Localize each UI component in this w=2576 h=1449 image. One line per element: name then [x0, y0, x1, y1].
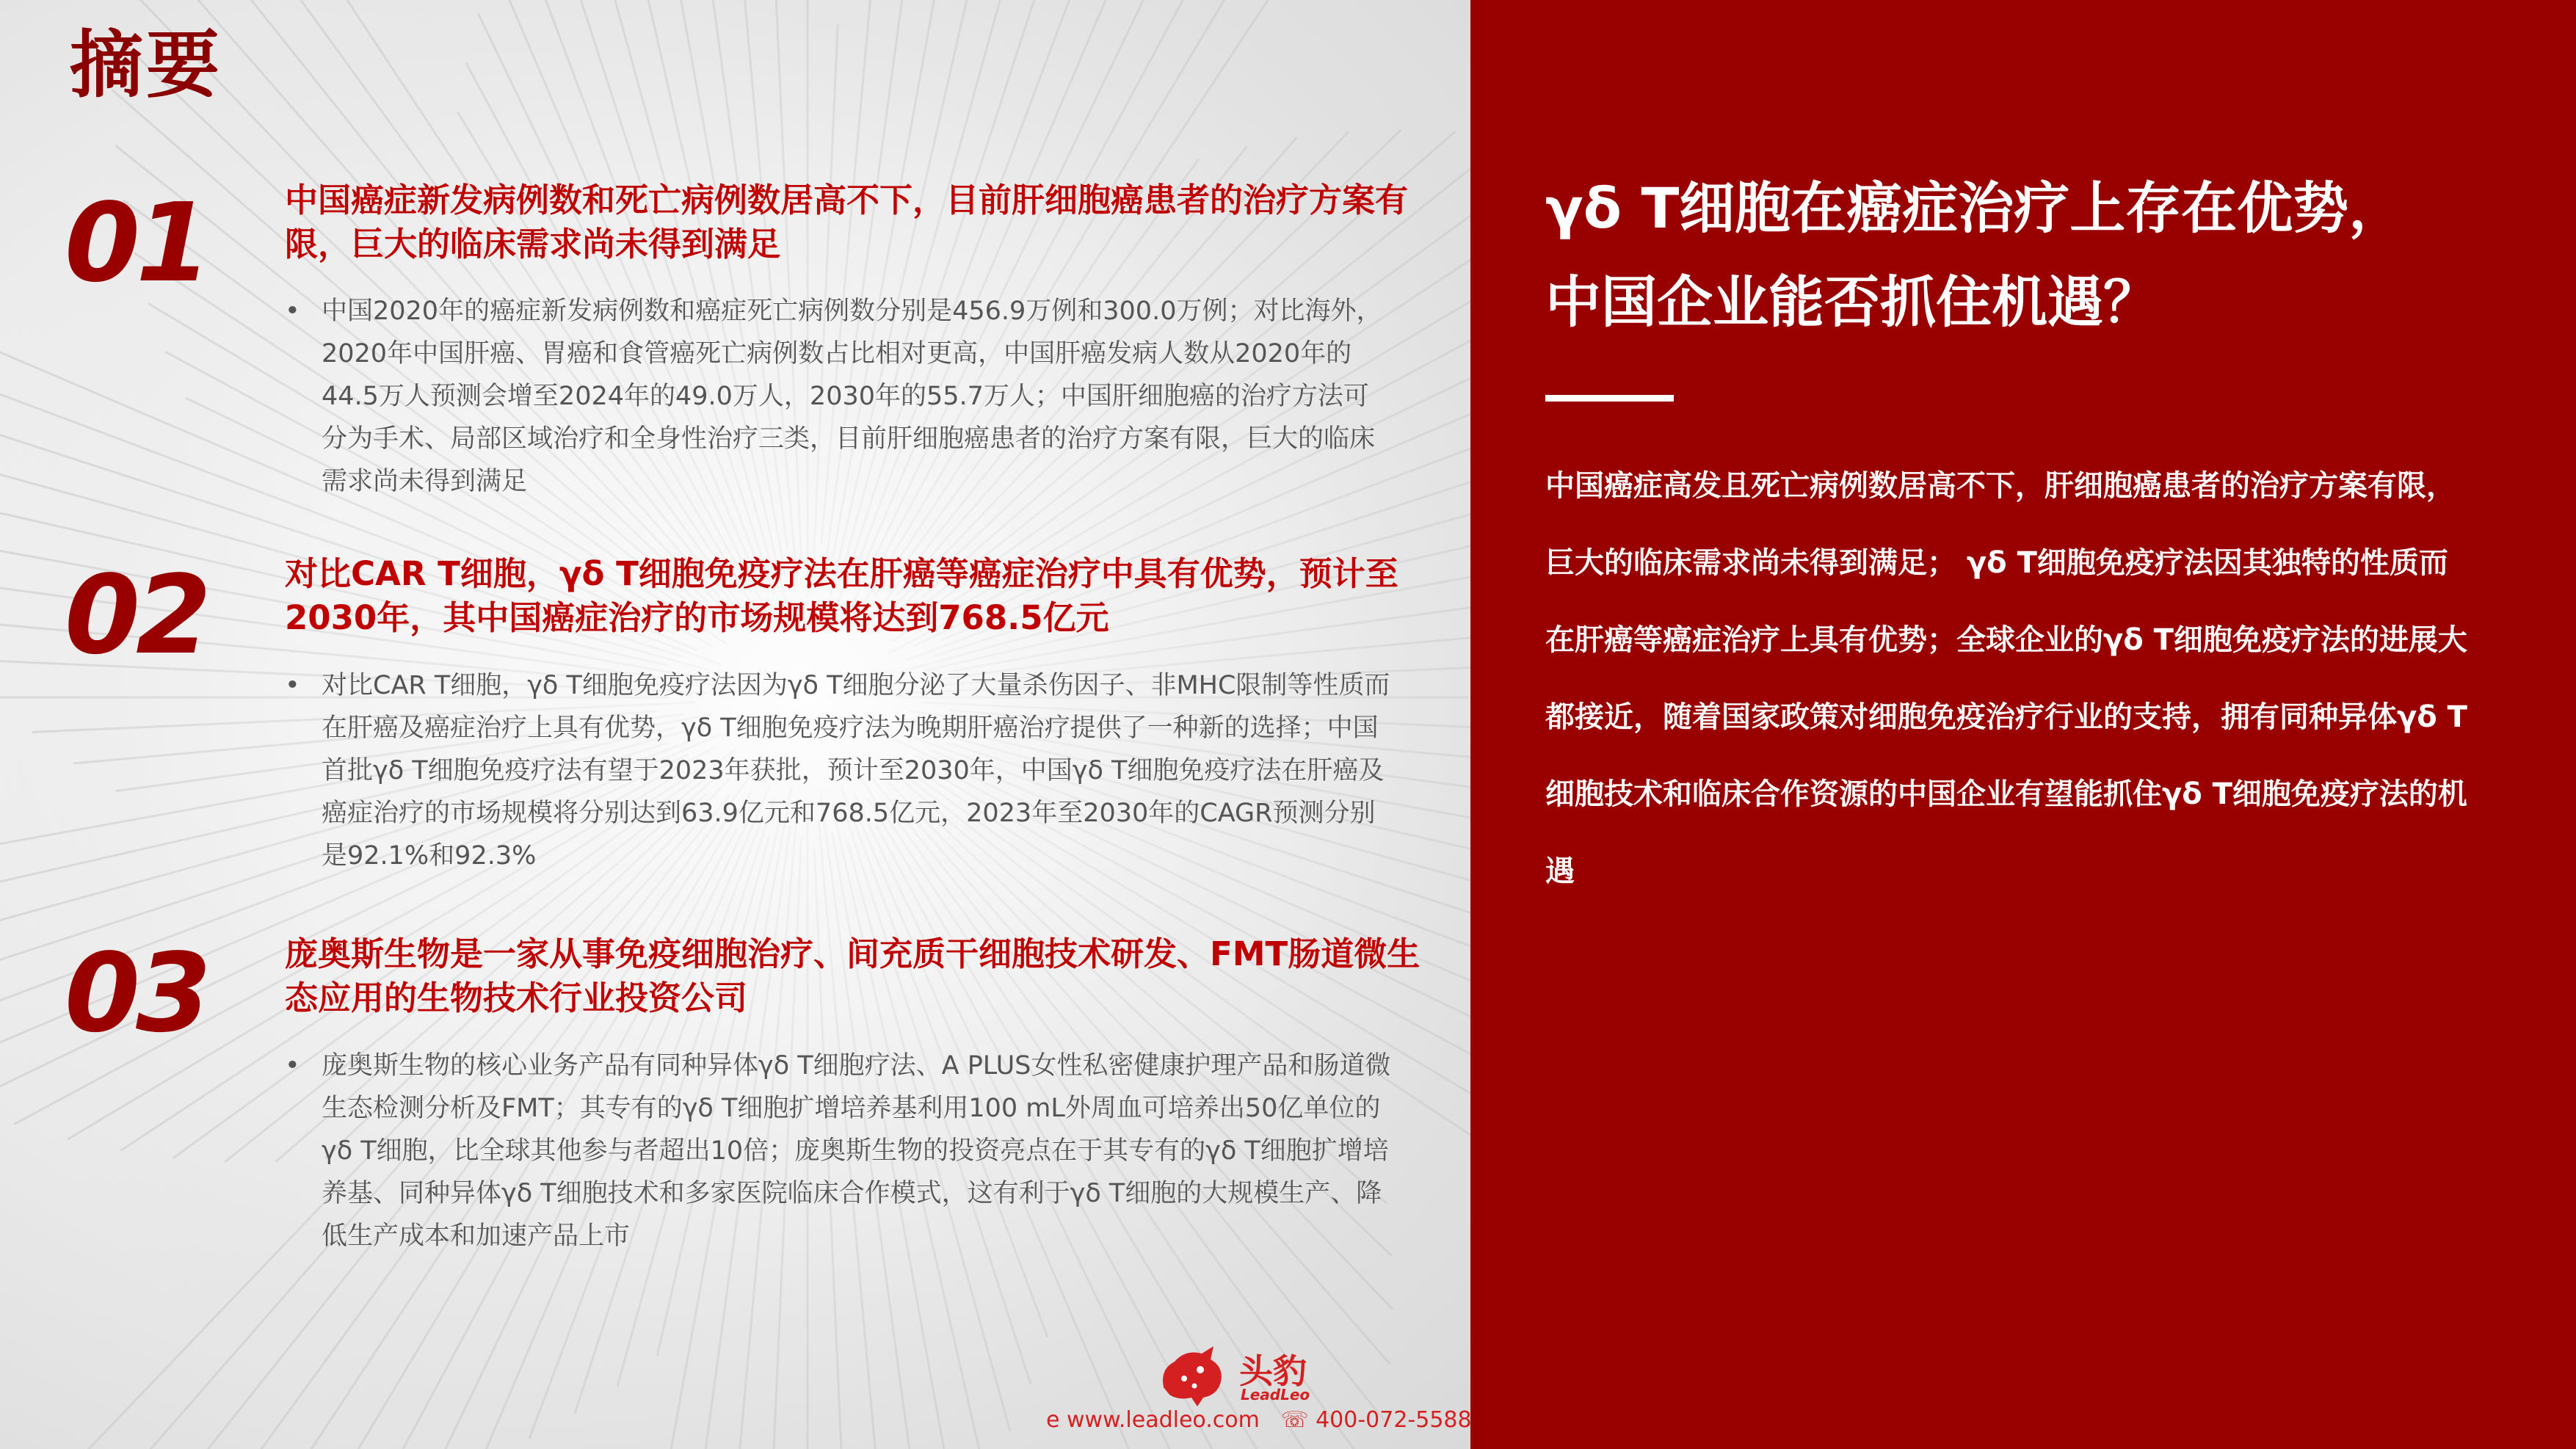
bullet-marker: •: [285, 671, 300, 700]
logo-wordmark: 头豹: [1239, 1351, 1307, 1391]
phone-icon: ☏: [1281, 1407, 1309, 1433]
footer-phone: [1281, 1407, 1472, 1433]
section-number: 03: [65, 930, 207, 1056]
section-body-text: 中国2020年的癌症新发病例数和癌症死亡病例数分别是456.9万例和300.0万例；对比海外，2020年中国肝癌、胃癌和食管癌死亡病例数占比相对更高，中国肝癌发病人数从2020年的44.5万人预测会增至2024年的49.0万人，2030年的55.7万人；中国肝细胞癌的治疗方法可分为手术、局部区域治疗和全身性治疗三类，目前肝细胞癌患者的治疗方案有限，巨大的临床需求尚未得到满足: [322, 297, 1382, 496]
phone-number: 400-072-5588: [1316, 1407, 1472, 1433]
page-title: 摘要: [70, 22, 222, 108]
section-body-text: 庞奥斯生物的核心业务产品有同种异体γδ T细胞疗法、A PLUS女性私密健康护理产品和肠道微生态检测分析及FMT；其专有的γδ T细胞扩增培养基利用100 mL外周血可培养出50亿单位的γδ T细胞，比全球其他参与者超出10倍；庞奥斯生物的投资亮点在于其专有的γδ T细胞扩增培养基、同种异体γδ T细胞技术和多家医院临床合作模式，这有利于γδ T细胞的大规模生产、降低生产成本和加速产品上市: [322, 1051, 1391, 1251]
section-heading: 中国癌症新发病例数和死亡病例数居高不下，目前肝细胞癌患者的治疗方案有限，巨大的临床需求尚未得到满足: [285, 181, 1409, 264]
logo-subtitle: LeadLeo: [1241, 1386, 1310, 1403]
section-body: [285, 664, 1393, 877]
section-body: [285, 1045, 1393, 1257]
summary-title: γδ T细胞在癌症治疗上存在优势，中国企业能否抓住机遇？: [1545, 175, 2405, 335]
footer-website[interactable]: [1046, 1407, 1260, 1433]
website-link[interactable]: www.leadleo.com: [1067, 1407, 1260, 1433]
leopard-logo-icon: [1156, 1343, 1230, 1409]
section-heading: 庞奥斯生物是一家从事免疫细胞治疗、间充质干细胞技术研发、FMT肠道微生态应用的生物技术行业投资公司: [285, 934, 1421, 1017]
section-body-text: 对比CAR T细胞，γδ T细胞免疫疗法因为γδ T细胞分泌了大量杀伤因子、非MHC限制等性质而在肝癌及癌症治疗上具有优势，γδ T细胞免疫疗法为晚期肝癌治疗提供了一种新的选择；中国首批γδ T细胞免疫疗法有望于2023年获批，预计至2030年，中国γδ T细胞免疫疗法在肝癌及癌症治疗的市场规模将分别达到63.9亿元和768.5亿元，2023年至2030年的CAGR预测分别是92.1%和92.3%: [322, 671, 1390, 871]
globe-icon: e: [1046, 1407, 1060, 1433]
section-body: [285, 290, 1393, 503]
section-number: 02: [65, 552, 207, 678]
summary-body: 中国癌症高发且死亡病例数居高不下，肝细胞癌患者的治疗方案有限，巨大的临床需求尚未得到满足； γδ T细胞免疫疗法因其独特的性质而在肝癌等癌症治疗上具有优势；全球企业的γδ T细胞免疫疗法的进展大都接近，随着国家政策对细胞免疫治疗行业的支持，拥有同种异体γδ T细胞技术和临床合作资源的中国企业有望能抓住γδ T细胞免疫疗法的机遇: [1545, 469, 2467, 888]
title-divider: [1545, 395, 1674, 402]
bullet-marker: •: [285, 1051, 300, 1081]
section-heading: 对比CAR T细胞，γδ T细胞免疫疗法在肝癌等癌症治疗中具有优势，预计至2030年，其中国癌症治疗的市场规模将达到768.5亿元: [285, 554, 1398, 637]
section-number: 01: [65, 180, 207, 306]
bullet-marker: •: [285, 297, 300, 326]
